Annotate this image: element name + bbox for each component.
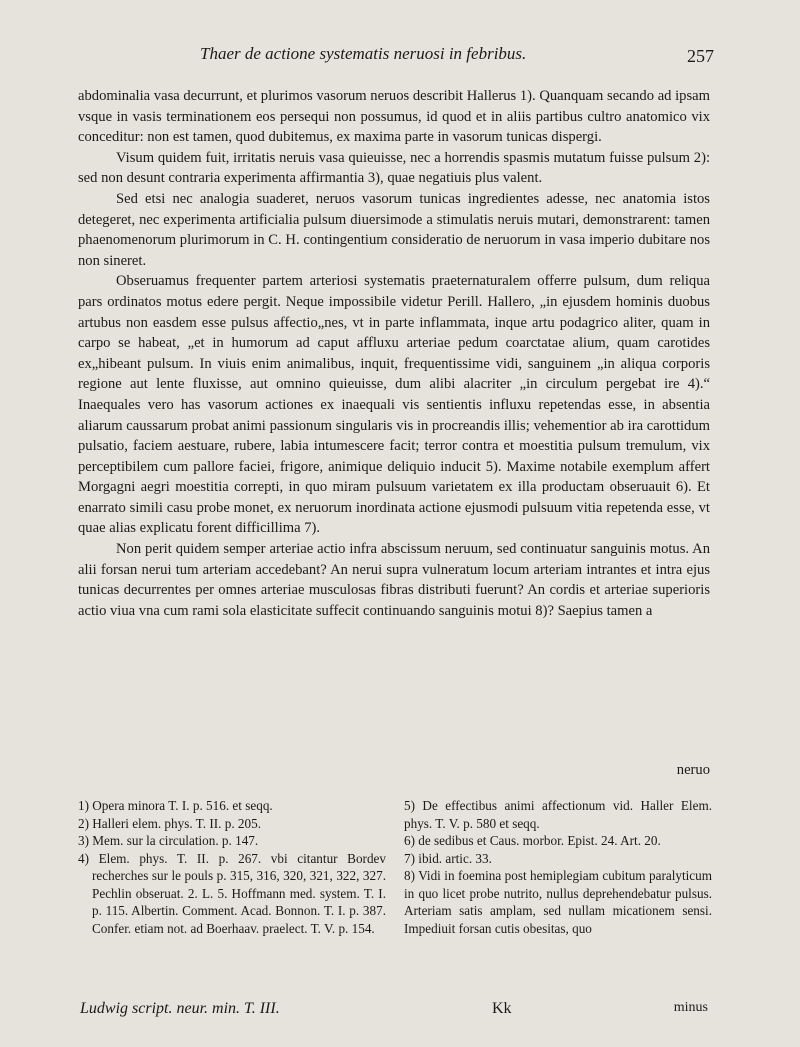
- footnotes: [78, 797, 712, 937]
- footnotes-left-column: [78, 797, 386, 937]
- body-catchword: neruo: [676, 762, 710, 778]
- footnote: 4) Elem. phys. T. II. p. 267. vbi citantur Bordev recherches sur le pouls p. 315, 316, 320, 321, 322, 327. Pechlin obseruat. 2. L. 5. Hoffmann med. system. T. I. p. 115. Albertin. Comment. Acad. Bonnon. T. I. p. 387. Confer. etiam not. ad Boerhaav. praelect. T. V. p. 154.: [78, 850, 386, 936]
- footnote: 1) Opera minora T. I. p. 516. et seqq.: [78, 798, 273, 813]
- paragraph: abdominalia vasa decurrunt, et plurimos vasorum neruos describit Hallerus 1). Quanquam secando ad ipsam vsque in vasis terminationem eos persequi non possumus, id quod et in aliis partibus cultro anatomico vix conceditur: non est tamen, quod dubitemus, ex maxima parte in vasorum tunicas dispergi.: [78, 88, 710, 146]
- paragraph: Obseruamus frequenter partem arteriosi systematis praeternaturalem offerre pulsum, dum reliqua pars ordinatos motus edere pergit. Neque impossibile videtur Perill. Hallero, „in ejusdem hominis duobus artubus non easdem esse pulsus affectio„nes, vt in parte inflammata, inque artu podagrico aliter, quam in carpo se habeat, „et in humorum ad caput affluxu arteriae pedum coarctatae alium, quam carotides ex„hibeant pulsum. In viuis enim animalibus, inquit, frequentissime vidi, sanguinem „in aliqua corporis regione aut lente fluxisse, aut omnino quieuisse, dum alibi alacriter „in circulum pergebat ire 4).“ Inaequales vero has vasorum actiones ex inaequali vis sentientis influxu repetendas esse, in absentia aliarum caussarum probat animi passionum singularis vis in procreandis illis; vehementior ab ira carottidum pulsatio, faciem aestuare, rubere, labia intumescere facit; terror contra et moestitia pulsum tremulum, vix perceptibilem cum pallore faciei, frigore, animique deliquio inducit 5). Maxime notabile exemplum affert Morgagni aegri moestitia correpti, in quo miram pulsuum varietatem ex illa productam obseruauit 6). Et enarrato simili casu probe monet, ex neruorum inordinata actione ejusmodi pulsuum vitia repetenda esse, vt quae alias explicatu forent difficillima 7).: [78, 273, 710, 537]
- running-title: Thaer de actione systematis neruosi in febribus.: [200, 44, 527, 63]
- signature-mark: Kk: [492, 1000, 512, 1017]
- page-number: 257: [687, 46, 714, 66]
- footnote: 7) ibid. artic. 33.: [404, 850, 492, 866]
- paragraph: Non perit quidem semper arteriae actio infra abscissum neruum, sed continuatur sanguinis motus. An alii forsan nerui tum arteriam accedebant? An nerui supra vulneratum locum arteriam intrantes et intra ejus tunicas decurrentes per omnes arteriae musculosas fibras distributi fuerunt? An cordis et arteriae superioris actio viua vna cum rami sola elasticitate suffecit continuando sanguinis motui 8)? Saepius tamen a: [78, 541, 710, 619]
- signature-line: Ludwig script. neur. min. T. III.: [80, 1000, 280, 1017]
- footnote: 6) de sedibus et Caus. morbor. Epist. 24. Art. 20.: [404, 833, 661, 848]
- footnote: 8) Vidi in foemina post hemiplegiam cubitum paralyticum in quo licet probe nutrito, nullus deprehendebatur pulsus. Arteriam satis amplam, sed nullam micationem sensi. Impediuit forsan cutis obesitas, quo: [404, 868, 712, 936]
- paragraph: Visum quidem fuit, irritatis neruis vasa quieuisse, nec a horrendis spasmis mutatum fuisse pulsum 2): sed non desunt contraria experimenta affirmantia 3), quae negatiuis plus valent.: [78, 149, 710, 187]
- page-header: [78, 44, 714, 72]
- footnote: 3) Mem. sur la circulation. p. 147.: [78, 833, 259, 848]
- main-text: [78, 86, 710, 621]
- footnote: 5) De effectibus animi affectionum vid. Haller Elem. phys. T. V. p. 580 et seqq.: [404, 798, 712, 831]
- paragraph: Sed etsi nec analogia suaderet, neruos vasorum tunicas ingredientes adesse, nec anatomia istos detegeret, nec experimenta artificialia pulsum diuersimode a stimulatis neruis mutari, demonstrarent: tamen phaenomenorum plurimorum in C. H. contingentium consideratio de neruorum in vasa imperio dubitare nos non sineret.: [78, 190, 710, 269]
- footer-catchword: minus: [673, 1000, 708, 1015]
- footnote: 2) Halleri elem. phys. T. II. p. 205.: [78, 815, 261, 831]
- footnotes-right-column: [404, 797, 712, 937]
